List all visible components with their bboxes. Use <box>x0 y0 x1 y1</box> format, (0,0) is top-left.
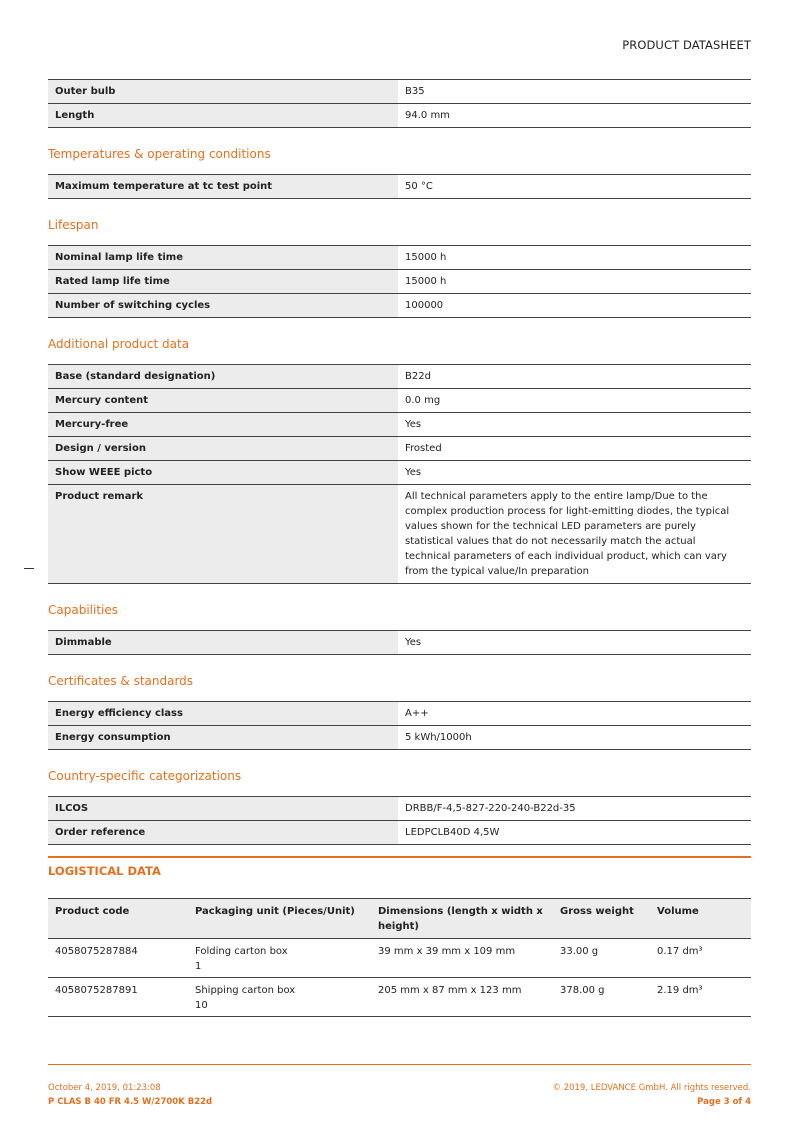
pieces-per-unit: 10 <box>195 1000 208 1011</box>
property-label: Show WEEE picto <box>48 461 398 485</box>
packaging-type: Shipping carton box <box>195 985 296 996</box>
footer-left <box>48 1081 212 1109</box>
table-row <box>48 270 751 294</box>
table-row <box>48 978 751 1017</box>
table-row <box>48 294 751 318</box>
column-header: Volume <box>650 899 751 939</box>
logistics-divider <box>48 856 751 858</box>
gross-weight-cell: 378.00 g <box>553 978 650 1017</box>
property-value: 15000 h <box>398 270 751 294</box>
property-value: A++ <box>398 702 751 726</box>
column-header: Gross weight <box>553 899 650 939</box>
table-row <box>48 461 751 485</box>
table-row <box>48 797 751 821</box>
table-row <box>48 485 751 584</box>
table-header-row <box>48 899 751 939</box>
dimensions-cell: 39 mm x 39 mm x 109 mm <box>371 939 553 978</box>
gross-weight-cell: 33.00 g <box>553 939 650 978</box>
property-label: Number of switching cycles <box>48 294 398 318</box>
section-title-temperatures: Temperatures & operating conditions <box>48 147 271 161</box>
document-title: PRODUCT DATASHEET <box>622 38 751 52</box>
packaging-unit-cell <box>188 978 371 1017</box>
dimensions-cell: 205 mm x 87 mm x 123 mm <box>371 978 553 1017</box>
property-label: ILCOS <box>48 797 398 821</box>
property-value: 100000 <box>398 294 751 318</box>
section-title-country-categorizations: Country-specific categorizations <box>48 769 242 783</box>
property-value: 0.0 mg <box>398 389 751 413</box>
property-label: Energy consumption <box>48 726 398 750</box>
property-label: Length <box>48 104 398 128</box>
column-header: Packaging unit (Pieces/Unit) <box>188 899 371 939</box>
page-number: Page 3 of 4 <box>697 1097 751 1107</box>
datasheet-content <box>48 79 751 1017</box>
property-value: DRBB/F-4,5-827-220-240-B22d-35 <box>398 797 751 821</box>
capabilities-table <box>48 630 751 655</box>
footer-date: October 4, 2019, 01:23:08 <box>48 1083 161 1093</box>
logistics-title: LOGISTICAL DATA <box>48 864 161 878</box>
table-row <box>48 437 751 461</box>
column-header: Dimensions (length x width x height) <box>371 899 553 939</box>
property-value: 50 °C <box>398 175 751 199</box>
table-row <box>48 631 751 655</box>
table-row <box>48 702 751 726</box>
property-label: Nominal lamp life time <box>48 246 398 270</box>
product-code-cell: 4058075287891 <box>48 978 188 1017</box>
temperatures-table <box>48 174 751 199</box>
table-row <box>48 80 751 104</box>
table-row <box>48 821 751 845</box>
property-value: B35 <box>398 80 751 104</box>
property-label: Product remark <box>48 485 398 584</box>
property-label: Maximum temperature at tc test point <box>48 175 398 199</box>
product-code-cell: 4058075287884 <box>48 939 188 978</box>
property-value: 15000 h <box>398 246 751 270</box>
property-label: Outer bulb <box>48 80 398 104</box>
footer-product-name: P CLAS B 40 FR 4.5 W/2700K B22d <box>48 1097 213 1107</box>
property-label: Dimmable <box>48 631 398 655</box>
property-value: Frosted <box>398 437 751 461</box>
pieces-per-unit: 1 <box>195 961 202 972</box>
table-row <box>48 175 751 199</box>
property-value: Yes <box>398 631 751 655</box>
lifespan-table <box>48 245 751 318</box>
table-row <box>48 389 751 413</box>
table-row <box>48 104 751 128</box>
property-label: Energy efficiency class <box>48 702 398 726</box>
volume-cell: 2.19 dm³ <box>650 978 751 1017</box>
volume-cell: 0.17 dm³ <box>650 939 751 978</box>
dimensions-table <box>48 79 751 128</box>
product-remark-text: All technical parameters apply to the entire lamp/Due to the complex production process for light-emitting diodes, the typical values shown for the technical LED parameters are purely statistical values that do not necessarily match the actual technical parameters of each individual product, which can vary from the typical value/In preparation <box>398 485 751 584</box>
packaging-unit-cell <box>188 939 371 978</box>
property-label: Order reference <box>48 821 398 845</box>
footer-copyright: © 2019, LEDVANCE GmbH. All rights reserved. <box>552 1083 751 1093</box>
logistics-table <box>48 898 751 1017</box>
table-row <box>48 365 751 389</box>
section-title-capabilities: Capabilities <box>48 603 118 617</box>
footer-divider <box>48 1064 751 1065</box>
certificates-table <box>48 701 751 750</box>
property-value: 5 kWh/1000h <box>398 726 751 750</box>
property-label: Rated lamp life time <box>48 270 398 294</box>
property-value: B22d <box>398 365 751 389</box>
country-categorizations-table <box>48 796 751 845</box>
property-value: 94.0 mm <box>398 104 751 128</box>
table-row <box>48 413 751 437</box>
additional-data-table <box>48 364 751 584</box>
table-row <box>48 939 751 978</box>
property-value: LEDPCLB40D 4,5W <box>398 821 751 845</box>
property-value: Yes <box>398 461 751 485</box>
footer-right <box>553 1081 752 1109</box>
property-label: Mercury content <box>48 389 398 413</box>
table-row <box>48 246 751 270</box>
property-value: Yes <box>398 413 751 437</box>
column-header: Product code <box>48 899 188 939</box>
property-label: Design / version <box>48 437 398 461</box>
property-label: Base (standard designation) <box>48 365 398 389</box>
section-title-additional-data: Additional product data <box>48 337 190 351</box>
section-title-certificates: Certificates & standards <box>48 674 194 688</box>
packaging-type: Folding carton box <box>195 946 288 957</box>
property-label: Mercury-free <box>48 413 398 437</box>
section-title-lifespan: Lifespan <box>48 218 99 232</box>
margin-mark <box>24 568 34 569</box>
table-row <box>48 726 751 750</box>
